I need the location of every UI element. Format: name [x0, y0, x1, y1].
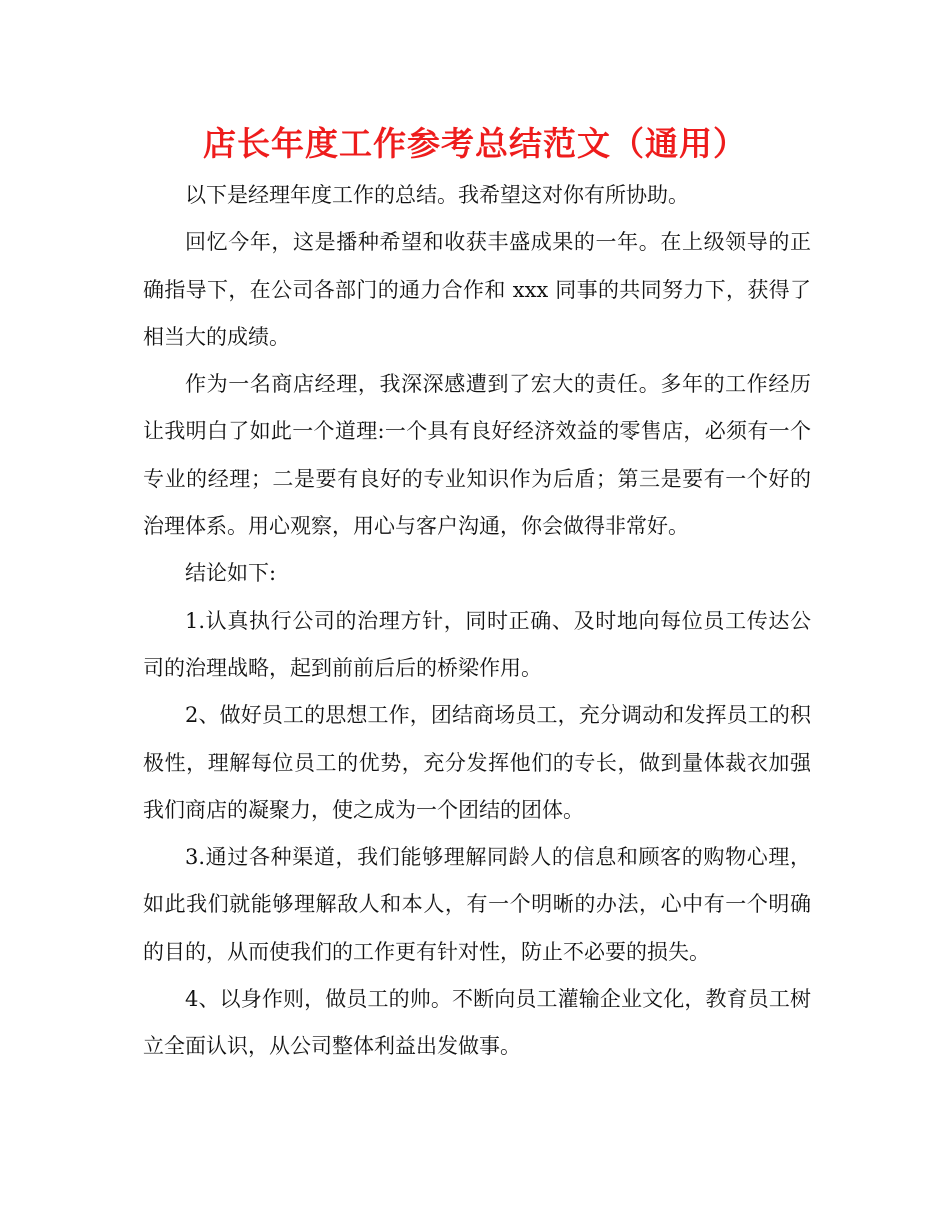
paragraph-item-1: 1.认真执行公司的治理方针，同时正确、及时地向每位员工传达公司的治理战略，起到前前后后的桥梁作用。: [143, 608, 811, 680]
document-title: 店长年度工作参考总结范文（通用）: [203, 124, 747, 163]
paragraph-conclusion-heading: 结论如下:: [185, 561, 277, 586]
paragraph-intro: 以下是经理年度工作的总结。我希望这对你有所协助。: [185, 183, 689, 207]
paragraph-item-4: 4、以身作则，做员工的帅。不断向员工灌输企业文化，教育员工树立全面认识，从公司整体利益出发做事。: [143, 987, 811, 1059]
paragraph-item-3: 3.通过各种渠道，我们能够理解同龄人的信息和顾客的购物心理，如此我们就能够理解敌人和本人，有一个明晰的办法，心中有一个明确的目的，从而使我们的工作更有针对性，防止不必要的损失。: [143, 845, 811, 964]
paragraph-review: 回忆今年，这是播种希望和收获丰盛成果的一年。在上级领导的正确指导下，在公司各部门的通力合作和 xxx 同事的共同努力下，获得了相当大的成绩。: [143, 230, 811, 349]
paragraph-item-2: 2、做好员工的思想工作，团结商场员工，充分调动和发挥员工的积极性，理解每位员工的优势，充分发挥他们的专长，做到量体裁衣加强我们商店的凝聚力，使之成为一个团结的团体。: [143, 703, 811, 822]
document-body: [143, 172, 811, 1071]
paragraph-responsibility: 作为一名商店经理，我深深感遭到了宏大的责任。多年的工作经历让我明白了如此一个道理:一个具有良好经济效益的零售店，必须有一个专业的经理；二是要有良好的专业知识作为后盾；第三是要有一个好的治理体系。用心观察，用心与客户沟通，你会做得非常好。: [143, 372, 811, 539]
